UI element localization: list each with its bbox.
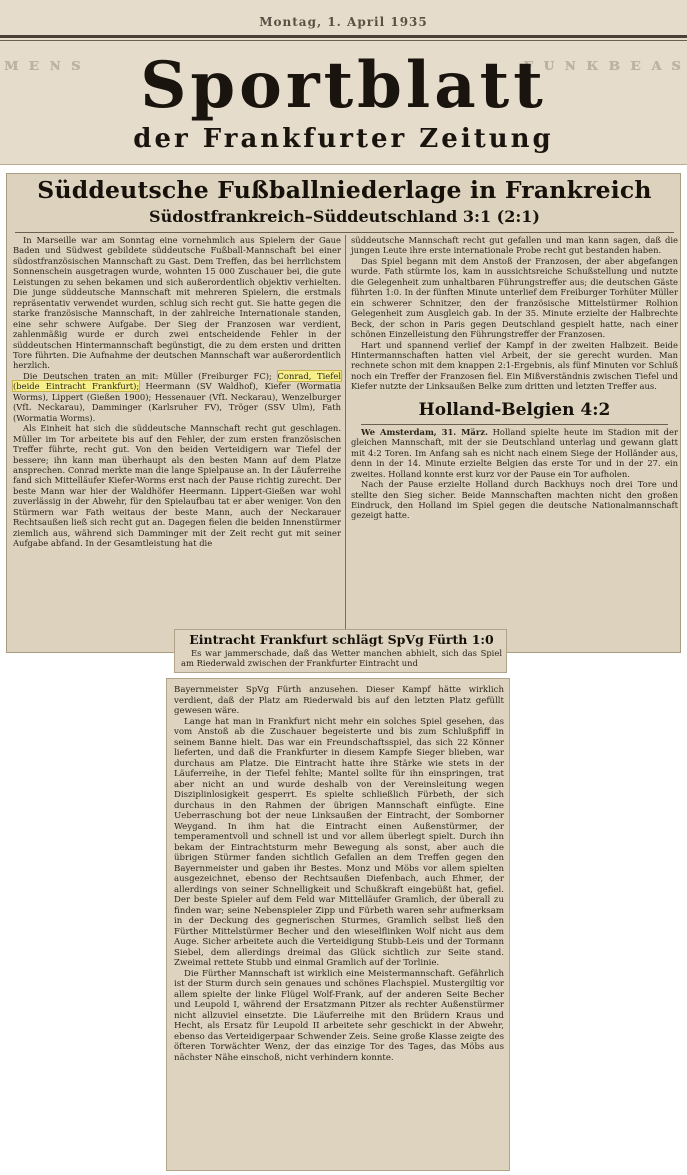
- paragraph: Das Spiel begann mit dem Anstoß der Franzosen, der aber abgefangen wurde. Fath stürmte los, kam in aussichtsreiche Schußstellung und nutzte die Gelegenheit zum unhaltbaren Führungstreffer aus; die deutschen Gäste führten 1:0. In der fünften Minute unterlief dem Freiburger Torhüter Müller ein schwerer Schnitzer, den der französische Mittelstürmer Rolhion Gelegenheit zum Ausgleich gab. In der 35. Minute erzielte der Halbrechte Beck, der schon in Paris gegen Deutschland gespielt hatte, nach einer schönen Einzelleistung den Führungstreffer der Franzosen.: [351, 255, 678, 340]
- lineup-paragraph: [13, 371, 341, 423]
- eintracht-headline: Eintracht Frankfurt schlägt SpVg Fürth 1:0: [189, 632, 494, 647]
- lineup-text-a: Die Deutschen traten an mit: Müller (Freiburger FC);: [23, 370, 272, 381]
- masthead: [0, 0, 687, 165]
- holland-text: Holland spielte heute im Stadion mit der gleichen Mannschaft, mit der sie Deutschland unterlag und gewann glatt mit 4:2 Toren. Im Anfang sah es nicht nach einem Siege der Holländer aus, denn in der 14. Minute erzielte Belgien das erste Tor und in der 27. ein zweites. Holland konnte erst kurz vor der Pause ein Tor aufholen.: [351, 426, 678, 479]
- article-column-right: [351, 235, 678, 521]
- dateline: We Amsterdam, 31. März.: [361, 426, 488, 437]
- eintracht-lead: Es war jammerschade, daß das Wetter manchen abhielt, sich das Spiel am Riederwald zwischen der Frankfurter Eintracht und: [181, 648, 502, 669]
- headline-rule: [15, 232, 674, 233]
- holland-rule: [361, 424, 668, 425]
- eintracht-lead-wrap: [181, 648, 502, 669]
- masthead-title: Sportblatt: [140, 48, 547, 123]
- paragraph: süddeutsche Mannschaft recht gut gefallen und man kann sagen, daß die jungen Leute ihre erste internationale Probe recht gut bestanden haben.: [351, 235, 678, 256]
- lineup-text-b: Heermann (SV Waldhof), Kiefer (Wormatia Worms), Lippert (Gießen 1900); Hessenauer (VfL Neckarau), Wenzelburger (VfL Neckarau), Damminger (Karlsruher FV), Tröger (SSV Ulm), Fath (Wormatia Worms).: [13, 381, 341, 423]
- paragraph: Lange hat man in Frankfurt nicht mehr ein solches Spiel gesehen, das vom Anstoß ab die Zuschauer begeisterte und bis zum Schlußpfiff in seinem Banne hielt. Das war ein Freundschaftsspiel, das sich 22 Könner lieferten, und daß die Frankfurter in diesem Kampfe Sieger blieben, war durchaus am Platze. Die Eintracht hatte ihre Stärke wie stets in der Läuferreihe, in der Tiefel fehlte; Mantel sollte für ihn einspringen, trat aber nicht an und wurde deshalb von der Vereinsleitung wegen Disziplinlosigkeit gesperrt. Es spielte schließlich Fürbeth, der sich durchaus in den Rahmen der übrigen Mannschaft einfügte. Eine Ueberraschung bot der neue Linksaußen der Eintracht, der Somborner Weygand. In ihm hat die Eintracht einen Außenstürmer, der temperamentvoll und schnell ist und vor allem überlegt spielt. Durch ihn bekam der Eintrachtsturm mehr Bewegung als sonst, aber auch die übrigen Stürmer fanden sichtlich Gefallen an dem Treffen gegen den Bayernmeister und gaben ihr Bestes. Monz und Möbs vor allem spielten ausgezeichnet, ebenso der Rechtsaußen Diefenbach, auch Ehmer, der allerdings von seiner Schnelligkeit und Schußkraft eingebüßt hat, gefiel. Der beste Spieler auf dem Feld war Mittelläufer Gramlich, der überall zu finden war; seine Nebenspieler Zipp und Fürbeth waren sehr aufmerksam in der Deckung des gegnerischen Sturmes, Gramlich selbst ließ den Fürther Mittelstürmer Becher und den wieselflinken Wolf nicht aus dem Auge. Sicher arbeitete auch die Verteidigung Stubb-Leis und der Tormann Siebel, dem allerdings dreimal das Glück sichtlich zur Seite stand. Zweimal rettete Stubb und einmal Gramlich auf der Torlinie.: [174, 716, 504, 968]
- masthead-rule: [0, 35, 687, 38]
- column-divider: [345, 235, 346, 645]
- paragraph: Die Fürther Mannschaft ist wirklich eine Meistermannschaft. Gefährlich ist der Sturm durch sein genaues und schönes Flachspiel. Mustergiltig vor allem spielte der linke Flügel Wolf-Frank, auf der anderen Seite Becher und Leupold I, während der Ersatzmann Pitzer als rechter Außenstürmer nicht allzuviel einsetzte. Die Läuferreihe mit den Brüdern Kraus und Hecht, als Ersatz für Leupold II arbeitete sehr geschickt in der Abwehr, ebenso das Verteidigerpaar Schwender Zeis. Seine große Klasse zeigte des öfteren Torwächter Wenz, der das einzige Tor des Tages, das Möbs aus nächster Nähe einschoß, nicht verhindern konnte.: [174, 968, 504, 1063]
- eintracht-article-body: [166, 678, 510, 1171]
- main-subheadline: Südostfrankreich–Süddeutschland 3:1 (2:1): [149, 207, 540, 226]
- paragraph: Hart und spannend verlief der Kampf in der zweiten Halbzeit. Beide Hintermannschaften hatten viel Arbeit, der sie gerecht wurden. Man rechnete schon mit dem knappen 2:1-Ergebnis, als fünf Minuten vor Schluß noch ein Treffer der Franzosen fiel. Ein Mißverständnis zwischen Tiefel und Kiefer nutzte der Linksaußen Belke zum dritten und letzten Treffer aus.: [351, 339, 678, 392]
- paragraph: Als Einheit hat sich die süddeutsche Mannschaft recht gut geschlagen. Müller im Tor arbeitete bis auf den Fehler, der zum ersten französischen Treffer führte, recht gut. Von den beiden Verteidigern war Tiefel der bessere; ihn kann man überhaupt als den besten Mann auf dem Platze ansprechen. Conrad merkte man die lange Spielpause an. In der Läuferreihe fand sich Mittelläufer Kiefer-Worms erst nach der Pause richtig zurecht. Der beste Mann war hier der Waldhöfer Heermann. Lippert-Gießen war wohl zuverlässig in der Abwehr, für den Spielaufbau tat er aber weniger. Von den Stürmern war Fath weitaus der beste Mann, auch der Neckarauer Rechtsaußen ließ sich recht gut an. Dagegen fielen die beiden Innenstürmer ziemlich aus, während sich Damminger mit der Zeit recht gut mit seiner Aufgabe abfand. In der Gesamtleistung hat die: [13, 423, 341, 549]
- main-headline: Süddeutsche Fußballniederlage in Frankreich: [37, 176, 652, 204]
- masthead-subtitle: der Frankfurter Zeitung: [133, 124, 554, 154]
- article-column-left: [13, 235, 341, 549]
- holland-headline: Holland-Belgien 4:2: [418, 399, 611, 420]
- eintracht-article-header: [174, 629, 507, 673]
- masthead-date: Montag, 1. April 1935: [259, 15, 428, 29]
- holland-paragraph: [351, 427, 678, 479]
- main-article: [6, 173, 681, 653]
- bleed-through-left: ᴍ ᴇ ɴ ꜱ: [4, 55, 83, 75]
- eintracht-body-text: [174, 685, 504, 1063]
- paragraph: Nach der Pause erzielte Holland durch Backhuys noch drei Tore und stellte den Sieg sicher. Beide Mannschaften machten nicht den großen Eindruck, den Holland im Spiel gegen die deutsche Nationalmannschaft gezeigt hatte.: [351, 479, 678, 521]
- paragraph: Bayernmeister SpVg Fürth anzusehen. Dieser Kampf hätte wirklich verdient, daß der Platz am Riederwald bis auf den letzten Platz gefüllt gewesen wäre.: [174, 685, 504, 716]
- masthead-rule-thin: [0, 40, 687, 41]
- highlighted-text: Conrad, Tiefel (beide Eintracht Frankfurt);: [13, 370, 342, 392]
- bleed-through-right: ꜰ ᴜ ɴ ᴋ ʙ ᴇ ᴀ ꜱ: [523, 55, 683, 75]
- paragraph: In Marseille war am Sonntag eine vornehmlich aus Spielern der Gaue Baden und Südwest gebildete süddeutsche Fußball-Mannschaft bei einer südostfranzösischen Mannschaft zu Gast. Dem Treffen, das bei herrlichstem Sonnenschein ausgetragen wurde, wohnten 15 000 Zuschauer bei, die gute Leistungen zu sehen bekamen und sich außerordentlich objektiv verhielten. Die junge süddeutsche Mannschaft mit mehreren Spielern, die erstmals repräsentativ verwendet wurden, schlug sich recht gut. Sie hatte gegen die starke französische Mannschaft, in der zahlreiche Internationale standen, eine sehr schwere Aufgabe. Der Sieg der Franzosen war verdient, zahlenmäßig wurde er durch zwei entscheidende Fehler in der süddeutschen Hintermannschaft begünstigt, die zu dem ersten und dritten Tore führten. Die Aufnahme der deutschen Mannschaft war außerordentlich herzlich.: [13, 235, 341, 371]
